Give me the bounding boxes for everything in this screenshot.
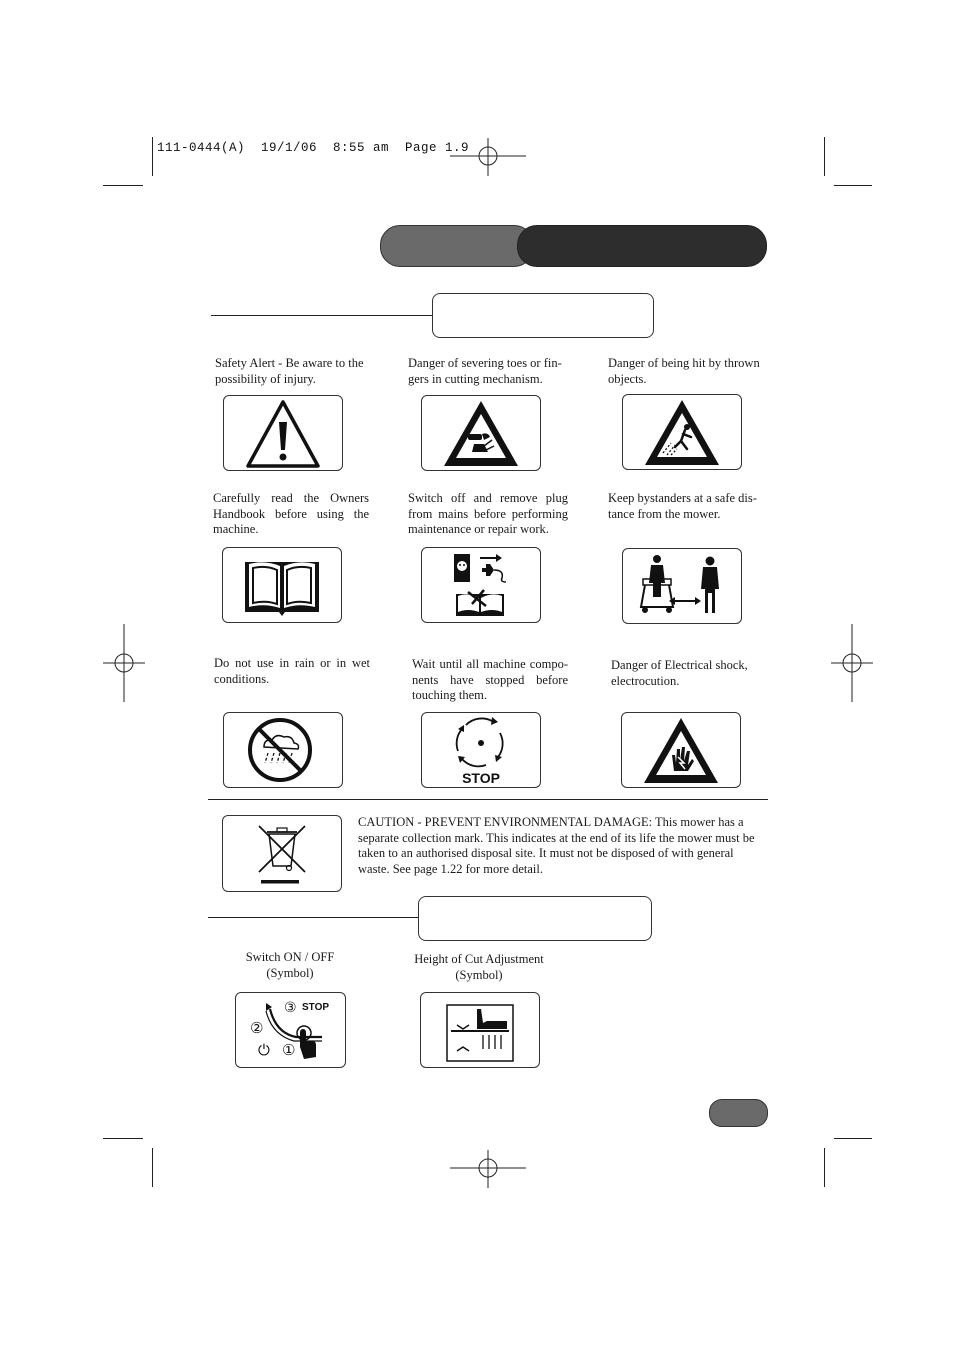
height-of-cut-icon xyxy=(420,992,540,1068)
control-caption xyxy=(220,950,360,981)
page-number-pill xyxy=(709,1099,768,1127)
print-slug: 111-0444(A) 19/1/06 8:55 am Page 1.9 xyxy=(157,141,470,155)
crossed-out-wheelie-bin-icon xyxy=(222,815,342,892)
switch-step-3: ③ xyxy=(284,1000,297,1016)
warning-exclamation-icon xyxy=(223,395,343,471)
switch-step-2: ② xyxy=(250,1019,264,1037)
environment-caution-text: CAUTION - PREVENT ENVIRONMENTAL DAMAGE: This mower has a separate collection mark. This indicates at the end of its life the mower must be taken to an authorised disposal site. It must not be disposed of with general waste. See page 1.22 for more detail. xyxy=(358,815,755,876)
switch-power-symbol: ⏻ xyxy=(258,1041,270,1059)
symbol-caption: Do not use in rain or in wet conditions. xyxy=(214,656,370,686)
crop-mark xyxy=(834,185,872,186)
severing-hand-foot-icon xyxy=(421,395,541,471)
registration-mark-icon xyxy=(450,1150,528,1188)
symbol-caption: Safety Alert - Be aware to the possibility of injury. xyxy=(215,356,364,386)
crop-mark xyxy=(834,1138,872,1139)
symbol-caption: Danger of being hit by thrown objects. xyxy=(608,356,760,386)
header-pill-title xyxy=(517,225,767,267)
crop-mark xyxy=(824,1148,825,1187)
no-rain-icon xyxy=(223,712,343,788)
section-rule xyxy=(211,315,433,316)
section-header-box xyxy=(418,896,652,941)
header-pill-section xyxy=(380,225,534,267)
switch-stop-label: STOP xyxy=(302,1002,330,1013)
symbol-caption: Keep bystanders at a safe dis-tance from the mower. xyxy=(608,491,757,521)
switch-step-1: ① xyxy=(282,1041,296,1059)
symbol-caption: Switch off and remove plug from mains before performing maintenance or repair work. xyxy=(408,491,568,536)
crop-mark xyxy=(152,137,153,176)
registration-mark-icon xyxy=(831,624,873,702)
control-title: Height of Cut Adjustment xyxy=(414,952,544,966)
crop-mark xyxy=(103,1138,143,1139)
bystanders-distance-icon xyxy=(622,548,742,624)
section-rule xyxy=(208,917,418,918)
control-subtitle: (Symbol) xyxy=(266,965,314,980)
symbol-caption: Wait until all machine compo-nents have stopped before touching them. xyxy=(412,657,568,702)
crop-mark xyxy=(824,137,825,176)
section-header-box xyxy=(432,293,654,338)
stop-label: STOP xyxy=(462,770,500,786)
section-rule xyxy=(208,799,768,800)
control-caption xyxy=(404,952,554,983)
thrown-objects-icon xyxy=(622,394,742,470)
symbol-caption: Danger of severing toes or fin-gers in cutting mechanism. xyxy=(408,356,562,386)
switch-on-off-icon xyxy=(235,992,346,1068)
unplug-before-maintenance-icon xyxy=(421,547,541,623)
electric-shock-icon xyxy=(621,712,741,788)
symbol-caption: Danger of Electrical shock, electrocution. xyxy=(611,658,748,688)
crop-mark xyxy=(152,1148,153,1187)
rotating-blades-stop-icon xyxy=(421,712,541,788)
control-subtitle: (Symbol) xyxy=(455,967,503,982)
open-book-icon xyxy=(222,547,342,623)
symbol-caption: Carefully read the Owners Handbook before using the machine. xyxy=(213,491,369,536)
control-title: Switch ON / OFF xyxy=(245,950,335,964)
registration-mark-icon xyxy=(103,624,145,702)
crop-mark xyxy=(103,185,143,186)
